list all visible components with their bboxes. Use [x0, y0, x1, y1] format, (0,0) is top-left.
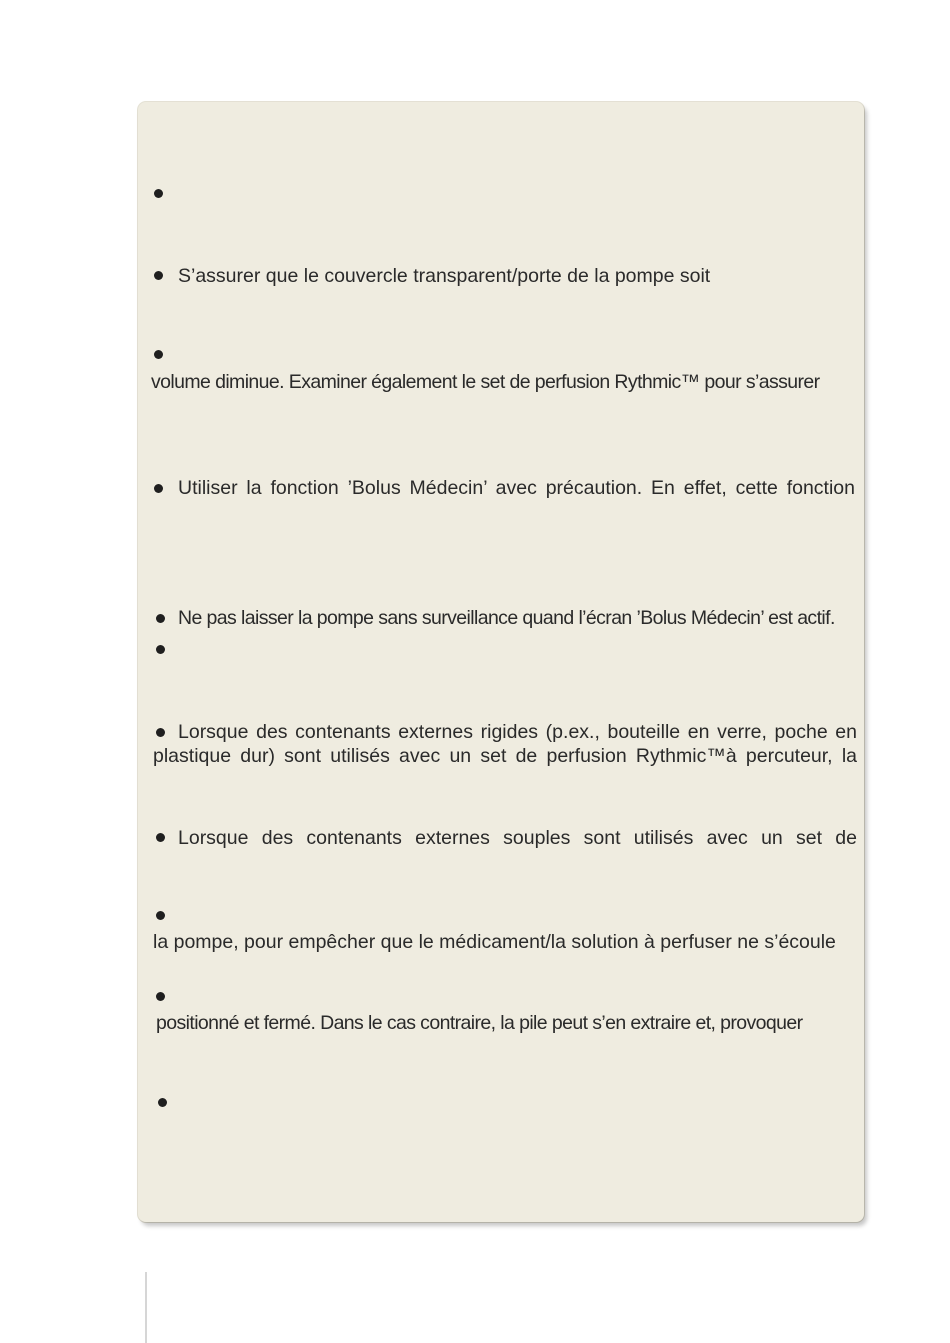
- text-line: Ne pas laisser la pompe sans surveillance quand l’écran ’Bolus Médecin’ est actif.: [178, 607, 835, 629]
- bullet: [156, 728, 165, 737]
- bullet: [156, 911, 165, 920]
- bullet: [156, 614, 165, 623]
- bullet: [154, 189, 163, 198]
- bullet: [154, 350, 163, 359]
- text-line: la pompe, pour empêcher que le médicament/la solution à perfuser ne s’écoule: [153, 931, 836, 953]
- bullet: [156, 833, 165, 842]
- text-line: Lorsque des contenants externes souples sont utilisés avec un set de: [178, 827, 857, 849]
- text-line: positionné et fermé. Dans le cas contraire, la pile peut s’en extraire et, provoquer: [156, 1012, 803, 1034]
- bullet: [154, 484, 163, 493]
- margin-rule: [145, 1272, 147, 1343]
- text-line: S’assurer que le couvercle transparent/porte de la pompe soit: [178, 265, 711, 287]
- bullet: [156, 645, 165, 654]
- text-line: Lorsque des contenants externes rigides (p.ex., bouteille en verre, poche en: [178, 721, 857, 743]
- text-line: plastique dur) sont utilisés avec un set de perfusion Rythmic™à percuteur, la: [153, 745, 857, 767]
- bullet: [154, 271, 163, 280]
- bullet: [158, 1098, 167, 1107]
- bullet: [156, 992, 165, 1001]
- text-line: volume diminue. Examiner également le set de perfusion Rythmic™ pour s’assurer: [151, 371, 820, 393]
- text-line: Utiliser la fonction ’Bolus Médecin’ avec précaution. En effet, cette fonction: [178, 477, 855, 499]
